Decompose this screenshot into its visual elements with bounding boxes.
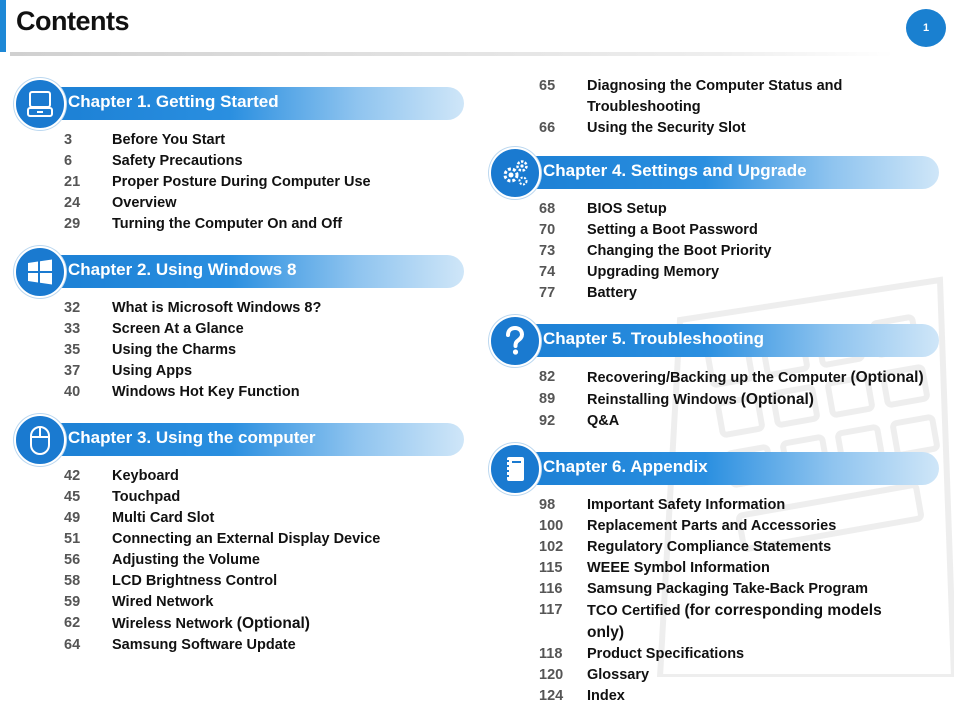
toc-title-text: Using the Security Slot: [587, 120, 746, 136]
toc-entry[interactable]: [539, 516, 939, 537]
toc-page-number: 45: [64, 489, 81, 505]
toc-entry[interactable]: [539, 283, 939, 304]
toc-title-text: Proper Posture During Computer Use: [112, 174, 371, 190]
chapter-title: Chapter 4. Settings and Upgrade: [543, 161, 807, 180]
toc-page-number: 29: [64, 216, 81, 232]
toc-entry-title: [112, 298, 321, 319]
toc-entry[interactable]: [64, 361, 464, 382]
toc-entry-title: [112, 172, 371, 193]
chapter-icon-circle: [14, 246, 66, 298]
toc-title-text: Wireless Network: [112, 616, 237, 632]
toc-entry[interactable]: [64, 382, 464, 403]
toc-page-number: 100: [539, 518, 564, 534]
toc-entry[interactable]: [539, 686, 939, 707]
toc-entry-title: [587, 686, 625, 707]
toc-entry[interactable]: [64, 214, 464, 235]
toc-entry-title: [587, 537, 831, 558]
windows-logo-icon: [26, 258, 54, 286]
optional-note: (Optional): [740, 391, 814, 408]
toc-title-text: Keyboard: [112, 468, 179, 484]
toc-entry[interactable]: [539, 537, 939, 558]
toc-title-text: Connecting an External Display Device: [112, 531, 381, 547]
toc-entry-title: [587, 199, 667, 220]
chapter-icon-circle: [489, 315, 541, 367]
toc-page-number: 118: [539, 646, 563, 662]
toc-page-number: 40: [64, 384, 81, 400]
toc-title-text: Recovering/Backing up the Computer: [587, 370, 851, 386]
toc-entry[interactable]: [539, 76, 939, 118]
toc-entry[interactable]: [64, 592, 464, 613]
toc-title-text: Windows Hot Key Function: [112, 384, 300, 400]
toc-entry[interactable]: [64, 635, 464, 656]
toc-entry-title: [112, 508, 214, 529]
toc-page-number: 120: [539, 667, 564, 683]
toc-entry[interactable]: [64, 529, 464, 550]
toc-entry[interactable]: [539, 644, 939, 665]
toc-page-number: 82: [539, 369, 556, 385]
toc-entry-title: [112, 571, 277, 592]
toc-entry[interactable]: [539, 220, 939, 241]
toc-title-text: Samsung Packaging Take-Back Program: [587, 581, 868, 597]
toc-title-text: Replacement Parts and Accessories: [587, 518, 837, 534]
chapter-4-entries: [489, 199, 939, 304]
optional-note: (Optional): [236, 615, 310, 632]
toc-entry-title: [587, 665, 649, 686]
toc-page-number: 35: [64, 342, 81, 358]
toc-entry[interactable]: [539, 558, 939, 579]
toc-entry-title: [112, 361, 192, 382]
toc-title-text: Wired Network: [112, 594, 214, 610]
toc-entry-title: [587, 516, 836, 537]
toc-page-number: 68: [539, 201, 556, 217]
toc-page-number: 62: [64, 615, 81, 631]
optional-note: (Optional): [850, 369, 924, 386]
chapter-1-section: [14, 78, 464, 235]
chapter-title: Chapter 6. Appendix: [543, 457, 708, 476]
toc-entry[interactable]: [539, 389, 939, 411]
toc-page-number: 117: [539, 602, 563, 618]
toc-entry-title: [112, 151, 243, 172]
title-rule: [10, 52, 894, 56]
toc-entry[interactable]: [64, 340, 464, 361]
toc-page-number: 116: [539, 581, 563, 597]
toc-entry-title: [587, 241, 771, 262]
toc-title-text: Safety Precautions: [112, 153, 243, 169]
toc-entry-title: [587, 367, 924, 389]
chapter-title: Chapter 3. Using the computer: [68, 428, 316, 447]
toc-entry-title: [112, 592, 213, 613]
chapter-3-section: [14, 414, 464, 656]
toc-title-text: Using Apps: [112, 363, 193, 379]
mouse-icon: [26, 424, 54, 456]
left-column: [14, 78, 464, 667]
toc-title-text: LCD Brightness Control: [112, 573, 278, 589]
chapter-title: Chapter 2. Using Windows 8: [68, 260, 297, 279]
chapter-1-header[interactable]: [14, 78, 464, 114]
toc-entry[interactable]: [64, 571, 464, 592]
toc-title-text: Multi Card Slot: [112, 510, 215, 526]
chapter-icon-circle: [14, 78, 66, 130]
chapter-6-entries: [489, 495, 939, 707]
toc-title-text: Turning the Computer On and Off: [112, 216, 343, 232]
toc-title-text: Screen At a Glance: [112, 321, 244, 337]
toc-page-number: 98: [539, 497, 556, 513]
toc-page-number: 92: [539, 413, 556, 429]
toc-entry-title: [112, 214, 342, 235]
toc-title-text: Regulatory Compliance Statements: [587, 539, 832, 555]
toc-page-number: 102: [539, 539, 564, 555]
toc-entry-title: [112, 319, 244, 340]
toc-page-number: 66: [539, 120, 556, 136]
toc-page-number: 115: [539, 560, 563, 576]
chapter-6-header[interactable]: [489, 443, 939, 479]
toc-entry-title: [587, 389, 814, 411]
toc-entry-title: [587, 262, 719, 283]
toc-entry[interactable]: [64, 172, 464, 193]
toc-page-number: 65: [539, 78, 556, 94]
right-column: [489, 76, 939, 718]
toc-entry[interactable]: [64, 193, 464, 214]
chapter-2-section: [14, 246, 464, 403]
toc-entry[interactable]: [64, 298, 464, 319]
toc-title-text: Battery: [587, 285, 637, 301]
chapter-5-entries: [489, 367, 939, 432]
toc-entry-title: [112, 382, 300, 403]
toc-title-text: Touchpad: [112, 489, 181, 505]
toc-page-number: 51: [64, 531, 81, 547]
toc-entry[interactable]: [539, 241, 939, 262]
toc-entry-title: [587, 579, 868, 600]
chapter-title: Chapter 1. Getting Started: [68, 92, 279, 111]
toc-entry[interactable]: [539, 411, 939, 432]
toc-title-text: Product Specifications: [587, 646, 745, 662]
toc-title-text: Setting a Boot Password: [587, 222, 758, 238]
chapter-5-section: [489, 315, 939, 432]
chapter-5-header[interactable]: [489, 315, 939, 351]
chapter-2-entries: [14, 298, 464, 403]
toc-entry-title: [112, 193, 177, 214]
toc-title-text: What is Microsoft Windows 8?: [112, 300, 322, 316]
toc-entry-title: [112, 340, 236, 361]
chapter-6-section: [489, 443, 939, 707]
toc-entry[interactable]: [64, 466, 464, 487]
toc-page-number: 56: [64, 552, 81, 568]
toc-entry-title: [587, 495, 785, 516]
toc-page-number: 64: [64, 637, 81, 653]
toc-entry-title: [112, 466, 179, 487]
toc-title-text: Adjusting the Volume: [112, 552, 260, 568]
toc-title-text: Q&A: [587, 413, 620, 429]
toc-entry[interactable]: [539, 665, 939, 686]
chapter-icon-circle: [489, 147, 541, 199]
toc-title-text: Samsung Software Update: [112, 637, 296, 653]
toc-page-number: 124: [539, 688, 564, 704]
toc-entry[interactable]: [64, 487, 464, 508]
toc-page-number: 49: [64, 510, 81, 526]
toc-entry[interactable]: [539, 262, 939, 283]
toc-entry-title: [112, 550, 260, 571]
toc-page-number: 70: [539, 222, 556, 238]
toc-entry[interactable]: [64, 151, 464, 172]
toc-entry[interactable]: [64, 508, 464, 529]
question-mark-icon: [501, 325, 529, 357]
toc-entry-title: [587, 220, 758, 241]
toc-entry[interactable]: [64, 550, 464, 571]
toc-page-number: 33: [64, 321, 81, 337]
toc-entry-title: [587, 411, 619, 432]
toc-entry[interactable]: [64, 319, 464, 340]
toc-title-text: Glossary: [587, 667, 650, 683]
toc-page-number: 42: [64, 468, 81, 484]
optional-note: (for corresponding models only): [587, 602, 882, 641]
chapter-1-entries: [14, 130, 464, 235]
toc-title-text: Index: [587, 688, 625, 704]
toc-entry[interactable]: [64, 613, 464, 635]
toc-entry-title: [112, 529, 380, 550]
toc-page-number: 21: [64, 174, 81, 190]
chapter-2-header[interactable]: [14, 246, 464, 282]
toc-entry-title: [587, 600, 907, 644]
toc-entry[interactable]: [539, 367, 939, 389]
toc-page-number: 73: [539, 243, 556, 259]
toc-entry-title: [112, 613, 310, 635]
toc-page-number: 59: [64, 594, 81, 610]
chapter-icon-circle: [14, 414, 66, 466]
toc-entry[interactable]: [539, 118, 939, 139]
toc-title-text: Upgrading Memory: [587, 264, 720, 280]
toc-page-number: 32: [64, 300, 81, 316]
toc-page-number: 58: [64, 573, 81, 589]
toc-page-number: 74: [539, 264, 556, 280]
title-accent-bar: [0, 0, 6, 52]
toc-title-text: Reinstalling Windows: [587, 392, 741, 408]
toc-page-number: 3: [64, 132, 73, 148]
toc-entry-title: [587, 118, 746, 139]
page-number-badge: 1: [906, 9, 946, 47]
toc-entry[interactable]: [539, 600, 939, 644]
toc-title-text: Before You Start: [112, 132, 226, 148]
laptop-icon: [25, 89, 55, 119]
toc-page-number: 37: [64, 363, 81, 379]
chapter-3-header[interactable]: [14, 414, 464, 450]
toc-entry-title: [112, 635, 296, 656]
toc-page-number: 24: [64, 195, 81, 211]
toc-title-text: BIOS Setup: [587, 201, 667, 217]
page-title: Contents: [16, 6, 129, 36]
toc-entry[interactable]: [539, 495, 939, 516]
toc-title-text: TCO Certified: [587, 603, 685, 619]
toc-title-text: Overview: [112, 195, 177, 211]
toc-entry-title: [587, 558, 770, 579]
toc-entry[interactable]: [539, 579, 939, 600]
chapter-4-header[interactable]: [489, 147, 939, 183]
chapter-title: Chapter 5. Troubleshooting: [543, 329, 765, 348]
toc-title-text: Important Safety Information: [587, 497, 786, 513]
toc-entry-title: [112, 487, 180, 508]
toc-page-number: 77: [539, 285, 556, 301]
toc-entry[interactable]: [539, 199, 939, 220]
toc-entry[interactable]: [64, 130, 464, 151]
chapter-4-section: [489, 147, 939, 304]
toc-title-text: Diagnosing the Computer Status and Troubleshooting: [587, 78, 843, 115]
gears-icon: [499, 157, 531, 189]
toc-entry-title: [112, 130, 225, 151]
notebook-icon: [501, 454, 529, 484]
toc-title-text: WEEE Symbol Information: [587, 560, 770, 576]
chapter-icon-circle: [489, 443, 541, 495]
toc-entry-title: [587, 283, 637, 304]
toc-title-text: Using the Charms: [112, 342, 237, 358]
toc-entry-title: [587, 644, 744, 665]
toc-entry-title: [587, 76, 877, 118]
toc-title-text: Changing the Boot Priority: [587, 243, 772, 259]
chapter-3-entries: [14, 466, 464, 656]
toc-page-number: 6: [64, 153, 73, 169]
toc-page-number: 89: [539, 391, 556, 407]
chapter-3-continued-entries: [489, 76, 939, 139]
